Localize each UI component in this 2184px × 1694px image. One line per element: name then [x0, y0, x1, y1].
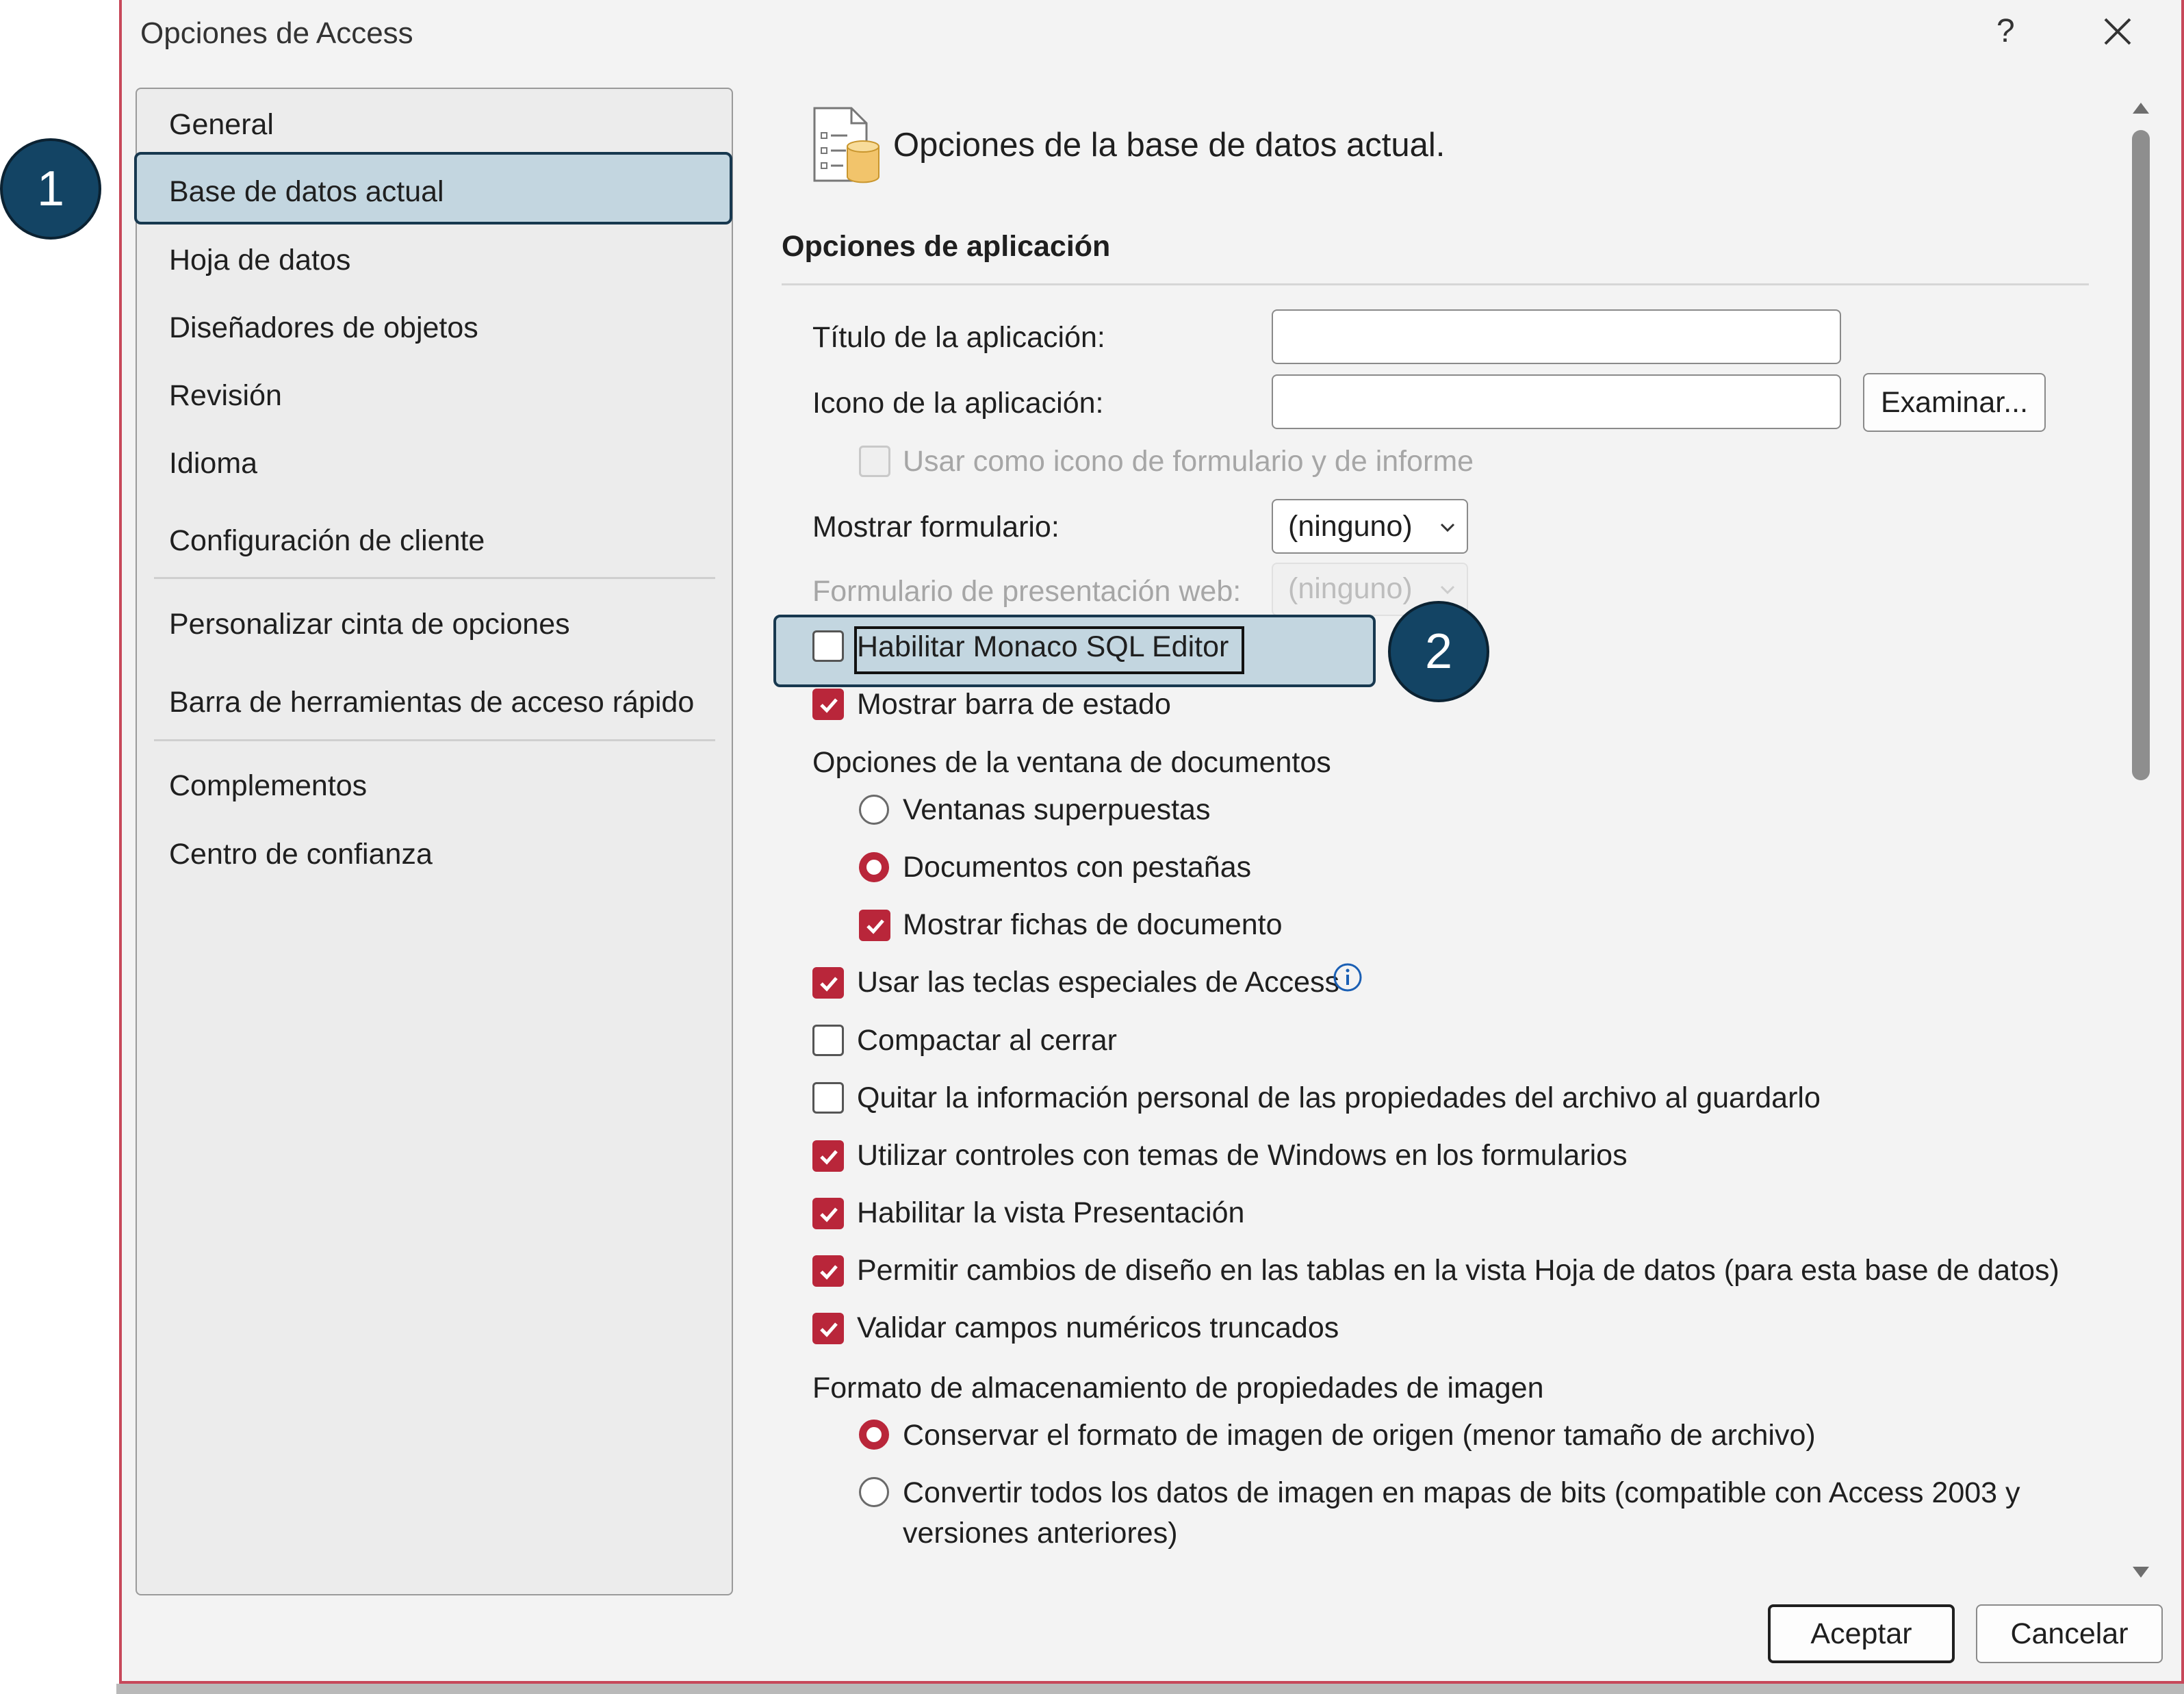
window-title: Opciones de Access: [140, 16, 413, 50]
chevron-down-icon: [1439, 585, 1456, 595]
compact-on-close-checkbox[interactable]: [812, 1025, 844, 1056]
monaco-sql-editor-checkbox[interactable]: [812, 630, 844, 662]
special-keys-label: Usar las teclas especiales de Access: [857, 966, 1340, 999]
ok-button[interactable]: Aceptar: [1768, 1604, 1955, 1663]
database-document-icon: [812, 105, 884, 183]
info-icon[interactable]: [1332, 962, 1363, 993]
show-form-value: (ninguno): [1288, 510, 1413, 543]
close-icon: [2103, 16, 2133, 47]
checkmark-icon: [818, 694, 840, 716]
web-form-label: Formulario de presentación web:: [812, 575, 1242, 608]
app-title-label: Título de la aplicación:: [812, 321, 1105, 354]
checkmark-icon: [818, 1318, 840, 1340]
convert-bitmaps-label-line2: versiones anteriores): [903, 1517, 1178, 1550]
remove-personal-info-checkbox[interactable]: [812, 1082, 844, 1114]
monaco-sql-editor-label: Habilitar Monaco SQL Editor: [857, 630, 1229, 663]
scroll-up-arrow-icon[interactable]: [2131, 100, 2151, 116]
checkmark-icon: [818, 1146, 840, 1168]
truncated-fields-label: Validar campos numéricos truncados: [857, 1311, 1339, 1344]
layout-view-label: Habilitar la vista Presentación: [857, 1196, 1245, 1229]
status-bar-checkbox[interactable]: [812, 689, 844, 720]
cancel-button[interactable]: Cancelar: [1976, 1604, 2163, 1663]
image-format-heading: Formato de almacenamiento de propiedades de imagen: [812, 1372, 1544, 1404]
checkmark-icon: [818, 1203, 840, 1225]
remove-personal-info-label: Quitar la información personal de las propiedades del archivo al guardarlo: [857, 1081, 1821, 1114]
show-form-select[interactable]: [1272, 499, 1468, 554]
app-icon-label: Icono de la aplicación:: [812, 387, 1104, 420]
dialog-bottom-edge: [116, 1684, 2184, 1694]
sidebar-item-add-ins[interactable]: Complementos: [169, 769, 368, 802]
section-divider: [782, 283, 2089, 285]
status-bar-label: Mostrar barra de estado: [857, 688, 1171, 721]
sidebar-item-customize-ribbon[interactable]: Personalizar cinta de opciones: [169, 608, 570, 641]
sidebar-divider: [154, 739, 715, 741]
use-as-icon-label: Usar como icono de formulario y de informe: [903, 445, 1474, 478]
page-title: Opciones de la base de datos actual.: [893, 127, 1446, 164]
overlapping-windows-radio[interactable]: [859, 795, 889, 825]
sidebar-divider: [154, 577, 715, 579]
convert-bitmaps-radio[interactable]: [859, 1477, 889, 1507]
preserve-format-label: Conservar el formato de imagen de origen (menor tamaño de archivo): [903, 1419, 1816, 1452]
compact-on-close-label: Compactar al cerrar: [857, 1024, 1117, 1057]
document-tabs-checkbox[interactable]: [859, 910, 890, 941]
tabbed-documents-label: Documentos con pestañas: [903, 851, 1252, 884]
chevron-down-icon: [1439, 522, 1456, 533]
app-title-input[interactable]: [1272, 309, 1841, 364]
convert-bitmaps-label: Convertir todos los datos de imagen en mapas de bits (compatible con Access 2003 y: [903, 1476, 2020, 1509]
step-badge-1: 1: [0, 138, 101, 240]
sidebar-item-general[interactable]: General: [169, 108, 274, 141]
checkmark-icon: [864, 915, 886, 937]
app-icon-input[interactable]: [1272, 374, 1841, 429]
design-changes-label: Permitir cambios de diseño en las tablas en la vista Hoja de datos (para esta base de datos): [857, 1254, 2059, 1287]
sidebar-item-current-database[interactable]: Base de datos actual: [169, 175, 444, 208]
overlapping-windows-label: Ventanas superpuestas: [903, 793, 1211, 826]
browse-button[interactable]: Examinar...: [1863, 373, 2046, 432]
themed-controls-checkbox[interactable]: [812, 1140, 844, 1172]
sidebar-item-object-designers[interactable]: Diseñadores de objetos: [169, 311, 478, 344]
document-tabs-label: Mostrar fichas de documento: [903, 908, 1283, 941]
checkmark-icon: [818, 1261, 840, 1283]
sidebar-item-trust-center[interactable]: Centro de confianza: [169, 838, 433, 871]
scroll-down-arrow-icon[interactable]: [2131, 1564, 2151, 1580]
tabbed-documents-radio[interactable]: [859, 852, 889, 882]
truncated-fields-checkbox[interactable]: [812, 1313, 844, 1344]
layout-view-checkbox[interactable]: [812, 1198, 844, 1229]
sidebar-item-client-settings[interactable]: Configuración de cliente: [169, 524, 485, 557]
doc-window-heading: Opciones de la ventana de documentos: [812, 746, 1331, 779]
scrollbar-thumb[interactable]: [2132, 130, 2150, 780]
preserve-format-radio[interactable]: [859, 1420, 889, 1450]
special-keys-checkbox[interactable]: [812, 967, 844, 999]
themed-controls-label: Utilizar controles con temas de Windows en los formularios: [857, 1139, 1628, 1172]
section-title: Opciones de aplicación: [782, 230, 1111, 263]
design-changes-checkbox[interactable]: [812, 1255, 844, 1287]
sidebar-item-proofing[interactable]: Revisión: [169, 379, 282, 412]
help-button[interactable]: ?: [1996, 13, 2015, 49]
web-form-value: (ninguno): [1288, 572, 1413, 605]
use-as-icon-checkbox[interactable]: [859, 446, 890, 477]
sidebar-item-datasheet[interactable]: Hoja de datos: [169, 244, 351, 277]
checkmark-icon: [818, 973, 840, 994]
sidebar-item-language[interactable]: Idioma: [169, 447, 258, 480]
sidebar-item-quick-access-toolbar[interactable]: Barra de herramientas de acceso rápido: [169, 686, 695, 719]
step-badge-2: 2: [1388, 601, 1489, 702]
show-form-label: Mostrar formulario:: [812, 511, 1059, 543]
